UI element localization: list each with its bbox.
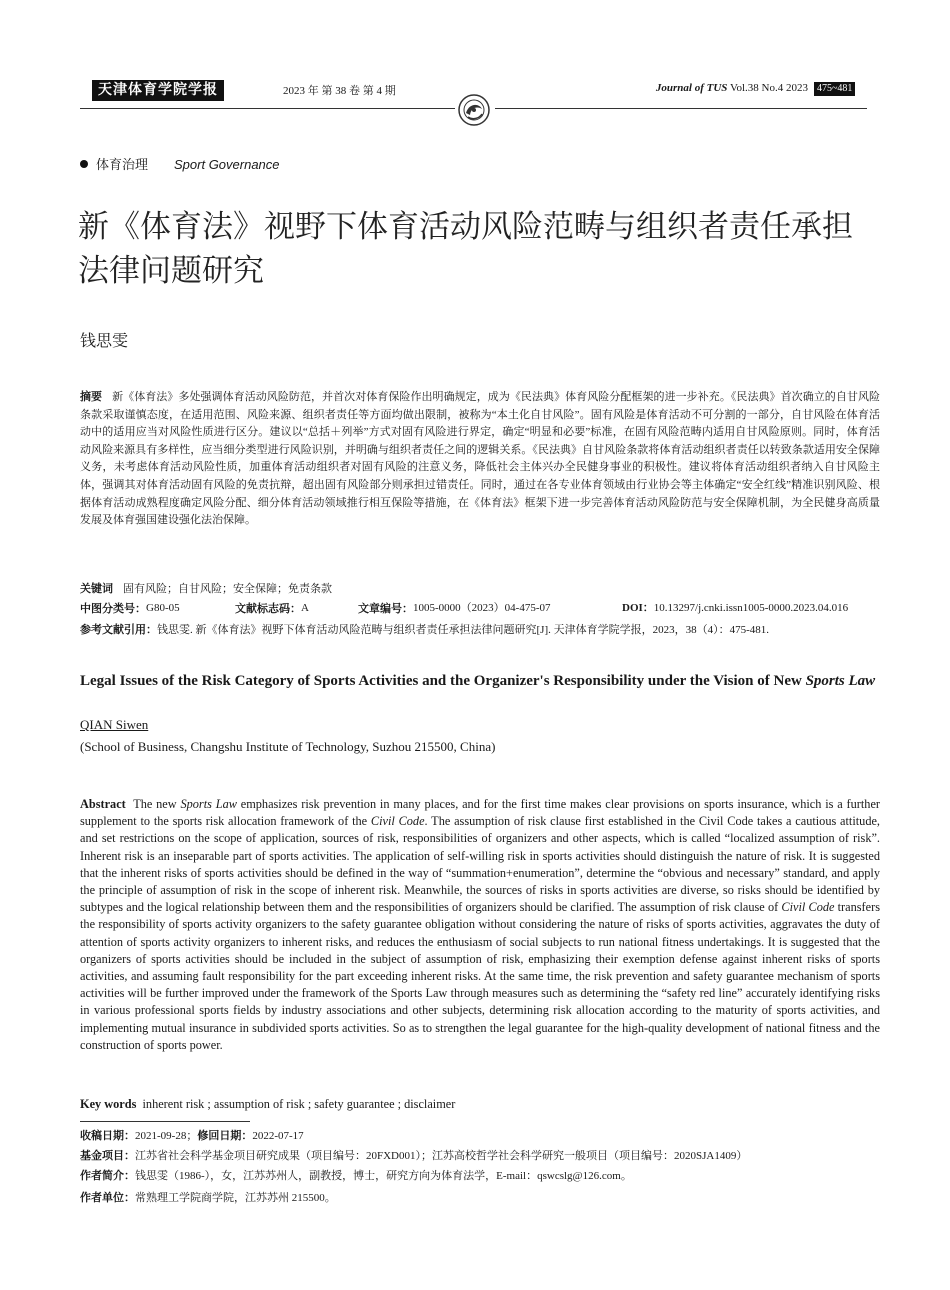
title-line-2: 法律问题研究 <box>78 253 264 288</box>
keywords-cn <box>80 580 880 599</box>
keywords-cn-label: 关键词 <box>80 582 113 595</box>
article-number: 文章编号： 1005-0000（2023）04-475-07 <box>358 602 551 615</box>
bullet-icon <box>80 160 88 168</box>
keywords-en <box>80 1096 880 1113</box>
section-label-cn: 体育治理 <box>96 158 149 173</box>
abstract-cn-text: 新《体育法》多处强调体育活动风险防范，并首次对体育保险作出明确规定，成为《民法典》体育风险分配框架的进一步补充。《民法典》首次确立的自甘风险条款采取谨慎态度，在适用范围、风险来源、组织者责任等方面均做出限制，被称为“本土化自甘风险”。固有风险是体育活动不可分割的一部分，自甘风险在体育活动中的适用应当对风险性质进行区分。建议以“总括＋列举”方式对固有风险进行界定，确定“明显和必要”标准，在固有风险范畴内适用自甘风险原则。同时，体育活动风险来源具有多样性，应当细分类型进行风险识别，并明确与组织者责任之间的逻辑关系。《民法典》自甘风险条款将体育活动组织者责任以转致条款适用安全保障义务，未考虑体育活动风险性质，加重体育活动组织者对固有风险的注意义务，降低社会主体兴办全民健身事业的积极性。建议将体育活动组织者纳入自甘风险主体，强调其对体育活动固有风险的免责抗辩，超出固有风险部分则承担过错责任。同时，通过在各专业体育领域由行业协会等主体确定“安全红线”精准识别风险、根据体育活动成熟程度确定风险分配、细分体育活动领域推行相互保险等措施，在《体育法》框架下进一步完善体育活动风险防范与安全保障机制，为全民健身高质量发展及体育强国建设强化法治保障。 <box>80 391 881 527</box>
keywords-cn-text: 固有风险；自甘风险；安全保障；免责条款 <box>123 583 332 595</box>
section-label-en: Sport Governance <box>174 157 280 172</box>
clc-code: 中图分类号： G80-05 <box>80 602 180 615</box>
citation-text: 钱思雯. 新《体育法》视野下体育活动风险范畴与组织者责任承担法律问题研究[J]. 天津体育学院学报，2023，38（4）：475-481. <box>157 624 770 636</box>
page-range: 475~481 <box>814 82 855 96</box>
author-unit: 作者单位：常熟理工学院商学院，江苏苏州 215500。 <box>80 1191 336 1204</box>
paper-title-cn <box>78 205 878 293</box>
citation-label: 参考文献引用： <box>80 623 157 636</box>
issue-info-cn: 2023 年 第 38 卷 第 4 期 <box>283 85 396 97</box>
author-name-cn: 钱思雯 <box>80 333 129 350</box>
journal-name-en: Journal of TUS <box>655 82 728 94</box>
issue-info-en: Vol.38 No.4 2023 <box>727 82 808 94</box>
citation <box>80 621 880 640</box>
title-line-1: 新《体育法》视野下体育活动风险范畴与组织者责任承担 <box>78 209 853 244</box>
journal-brand: 天津体育学院学报 <box>92 80 224 101</box>
author-name-en: QIAN Siwen <box>80 717 149 732</box>
journal-info-en <box>656 82 808 94</box>
abstract-cn-label: 摘要 <box>80 390 103 403</box>
header-rule-left <box>80 108 455 109</box>
received-date: 收稿日期：2021-09-28；修回日期：2022-07-17 <box>80 1129 304 1142</box>
keywords-en-text: inherent risk ; assumption of risk ; safety guarantee ; disclaimer <box>142 1097 456 1111</box>
paper-title-en <box>80 670 880 692</box>
abstract-en-label: Abstract <box>80 797 126 811</box>
journal-logo-icon <box>457 93 491 127</box>
header-rule-right <box>495 108 867 109</box>
footnote-rule <box>80 1121 250 1122</box>
title-en-main: Legal Issues of the Risk Category of Sports Activities and the Organizer's Responsibility under the Vision of New <box>80 673 806 689</box>
doi: DOI： 10.13297/j.cnki.issn1005-0000.2023.04.016 <box>622 602 849 614</box>
affiliation-en: (School of Business, Changshu Institute of Technology, Suzhou 215500, China) <box>80 739 496 754</box>
author-bio: 作者简介：钱思雯（1986-），女，江苏苏州人，副教授，博士，研究方向为体育法学，E-mail：qswcslg@126.com。 <box>80 1169 632 1182</box>
section-label <box>80 154 280 173</box>
title-en-italic: Sports Law <box>805 673 876 689</box>
funding: 基金项目：江苏省社会科学基金项目研究成果（项目编号：20FXD001）；江苏高校哲学社会科学研究一般项目（项目编号：2020SJA1409） <box>80 1149 748 1162</box>
document-code: 文献标志码： A <box>235 602 309 615</box>
keywords-en-label: Key words <box>80 1097 137 1111</box>
abstract-en: Abstract The new Sports Law emphasizes risk prevention in many places, and for the first time makes clear provisions on sports insurance, which is a further supplement to the sports risk allocation framework of the Civil Code. The assumption of risk clause first established in the Civil Code takes a cautious attitude, and set restrictions on the scope of application, sources of risk, responsibilities of organizers and other aspects, which is called “localized assumption of risk”. Inherent risk is an inseparable part of sports activities. The application of self-willing risk in sports activities should distinguish the nature of risk. It is suggested that the inherent risks of sports activities should be defined in the way of “summation+enumeration”, determine the “obvious and necessary” standard, and apply the principle of assumption of risk in the scope of inherent risk. Meanwhile, the sources of risks in sports activities are diverse, so risks should be identified by subtypes and the logical relationship between them and the responsibilities of organizers should be clarified. The assumption of risk clause of Civil Code transfers the responsibility of sports activity organizers to the safety guarantee obligation without considering the nature of risks of sports activities, aggravates the duty of attention of sports activity organizers to inherent risks, and reduces the enthusiasm of social subjects to run national fitness undertakings. It is suggested that the organizers of sports activities should be included in the subject of assumption of risk, emphasizing their exemption defense against inherent risks of sports activities, and assuming fault responsibility for the part exceeding inherent risks. At the same time, the risk prevention and safety guarantee mechanism of sports activities will be further improved under the framework of the Sports Law through measures such as determining the “safety red line” accurately identifying risks in various professional sports fields by industry associations and other subjects, determining risk allocation according to the maturity of sports activities, and implementing mutual insurance in subdivided sports activities. So as to strengthen the legal guarantee for the high-quality development of national fitness and the construction of sports power. <box>80 797 880 1052</box>
abstract-cn <box>80 388 880 530</box>
